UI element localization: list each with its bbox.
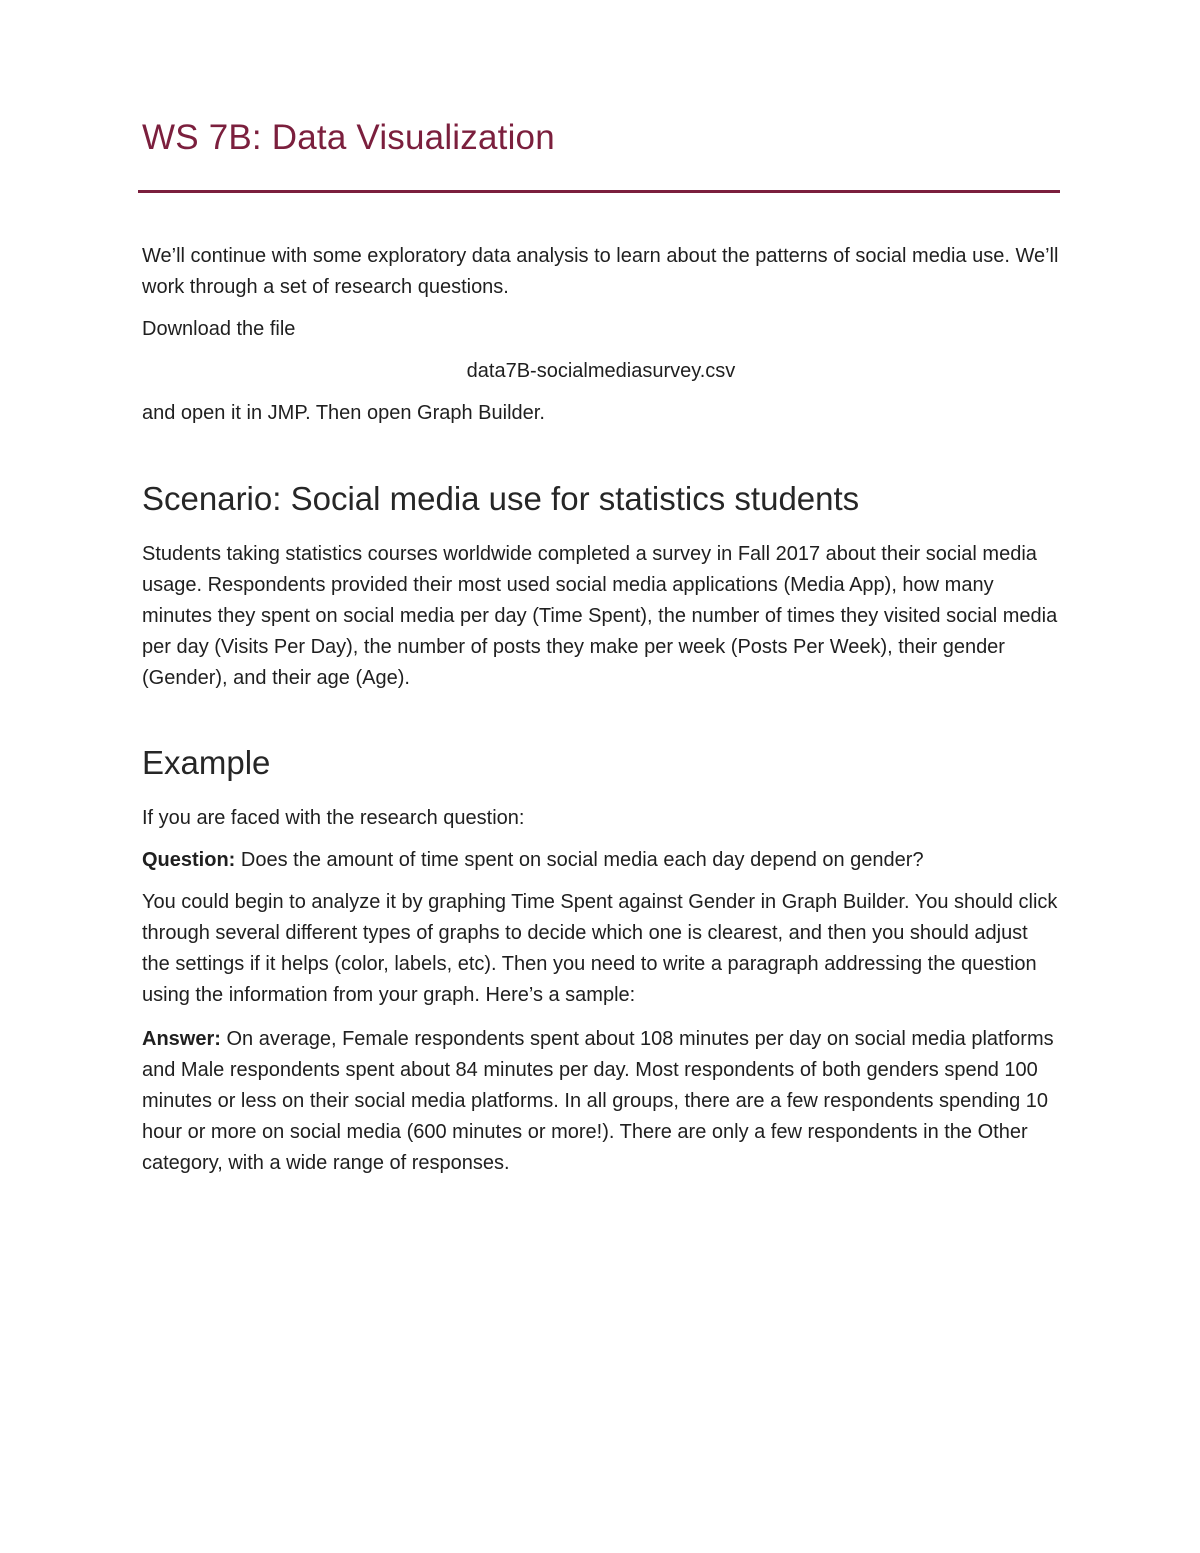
answer-label: Answer: [142, 1028, 221, 1050]
download-label: Download the file [142, 318, 296, 340]
page-title: WS 7B: Data Visualization [142, 118, 555, 157]
answer-paragraph [142, 1024, 1060, 1179]
analysis-paragraph: You could begin to analyze it by graphing Time Spent against Gender in Graph Builder. You should click through several different types of graphs to decide which one is clearest, and then you should adjust the settings if it helps (color, labels, etc). Then you need to write a paragraph addressing the question using the information from your graph. Here’s a sample: [142, 891, 1058, 1006]
title-divider [138, 190, 1060, 193]
question-text: Does the amount of time spent on social media each day depend on gender? [235, 849, 924, 871]
scenario-paragraph: Students taking statistics courses worldwide completed a survey in Fall 2017 about their social media usage. Respondents provided their most used social media applications (Media App), how many minutes they spent on social media per day (Time Spent), the number of times they visited social media per day (Visits Per Day), the number of posts they make per week (Posts Per Week), their gender (Gender), and their age (Age). [142, 543, 1058, 689]
question-paragraph [142, 845, 1060, 876]
intro-paragraph: We’ll continue with some exploratory data analysis to learn about the patterns of social media use. We’ll work through a set of research questions. [142, 245, 1059, 298]
scenario-heading: Scenario: Social media use for statistics students [142, 480, 860, 517]
answer-text: On average, Female respondents spent about 108 minutes per day on social media platforms and Male respondents spent about 84 minutes per day. Most respondents of both genders spend 100 minutes or less on their social media platforms. In all groups, there are a few respondents spending 10 hour or more on social media (600 minutes or more!). There are only a few respondents in the Other category, with a wide range of responses. [142, 1028, 1054, 1174]
example-heading: Example [142, 744, 271, 781]
question-label: Question: [142, 849, 236, 871]
open-instruction: and open it in JMP. Then open Graph Builder. [142, 402, 545, 424]
filename-text: data7B-socialmediasurvey.csv [466, 360, 736, 382]
example-prompt: If you are faced with the research question: [142, 807, 525, 829]
